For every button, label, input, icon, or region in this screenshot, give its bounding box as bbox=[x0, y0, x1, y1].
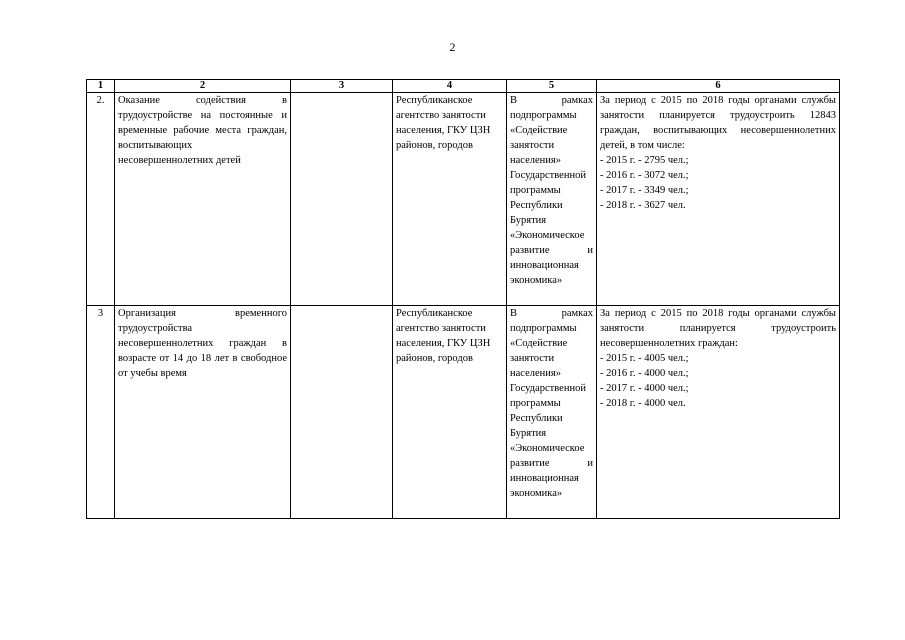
result-intro: За период с 2015 по 2018 годы органами службы занятости планируется трудоустроить несовершеннолетних граждан: bbox=[600, 308, 836, 349]
col3-cell bbox=[291, 306, 393, 519]
executor-cell: Республиканское агентство занятости населения, ГКУ ЦЗН районов, городов bbox=[393, 306, 507, 519]
executor-cell: Республиканское агентство занятости населения, ГКУ ЦЗН районов, городов bbox=[393, 93, 507, 306]
result-item: - 2017 г. - 4000 чел.; bbox=[600, 383, 689, 394]
measure-cell: Оказание содействия в трудоустройстве на постоянные и временные рабочие места граждан, воспитывающих несовершеннолетних детей bbox=[115, 93, 291, 306]
header-col-1: 1 bbox=[87, 80, 115, 93]
result-item: - 2017 г. - 3349 чел.; bbox=[600, 185, 689, 196]
program-cell: В рамках подпрограммы «Содействие занятости населения» Государственной программы Республики Бурятия «Экономическое развитие и инновационная экономика» bbox=[507, 93, 597, 306]
table-row bbox=[87, 306, 840, 519]
result-intro: За период с 2015 по 2018 годы органами службы занятости планируется трудоустроить 12843 граждан, воспитывающих несовершеннолетних детей, в том числе: bbox=[600, 95, 836, 151]
result-cell bbox=[597, 93, 840, 306]
header-col-5: 5 bbox=[507, 80, 597, 93]
table-row bbox=[87, 93, 840, 306]
row-number: 2. bbox=[87, 93, 115, 306]
header-col-3: 3 bbox=[291, 80, 393, 93]
header-col-2: 2 bbox=[115, 80, 291, 93]
measure-cell: Организация временного трудоустройства несовершеннолетних граждан в возрасте от 14 до 18 лет в свободное от учебы время bbox=[115, 306, 291, 519]
result-item: - 2015 г. - 4005 чел.; bbox=[600, 353, 689, 364]
measures-table bbox=[86, 79, 840, 519]
header-col-6: 6 bbox=[597, 80, 840, 93]
program-cell: В рамках подпрограммы «Содействие занятости населения» Государственной программы Республики Бурятия «Экономическое развитие и инновационная экономика» bbox=[507, 306, 597, 519]
result-item: - 2016 г. - 4000 чел.; bbox=[600, 368, 689, 379]
header-col-4: 4 bbox=[393, 80, 507, 93]
result-item: - 2015 г. - 2795 чел.; bbox=[600, 155, 689, 166]
result-cell bbox=[597, 306, 840, 519]
result-item: - 2018 г. - 4000 чел. bbox=[600, 398, 686, 409]
header-row bbox=[87, 80, 840, 93]
result-item: - 2016 г. - 3072 чел.; bbox=[600, 170, 689, 181]
row-number: 3 bbox=[87, 306, 115, 519]
page-number: 2 bbox=[449, 40, 456, 54]
result-item: - 2018 г. - 3627 чел. bbox=[600, 200, 686, 211]
col3-cell bbox=[291, 93, 393, 306]
